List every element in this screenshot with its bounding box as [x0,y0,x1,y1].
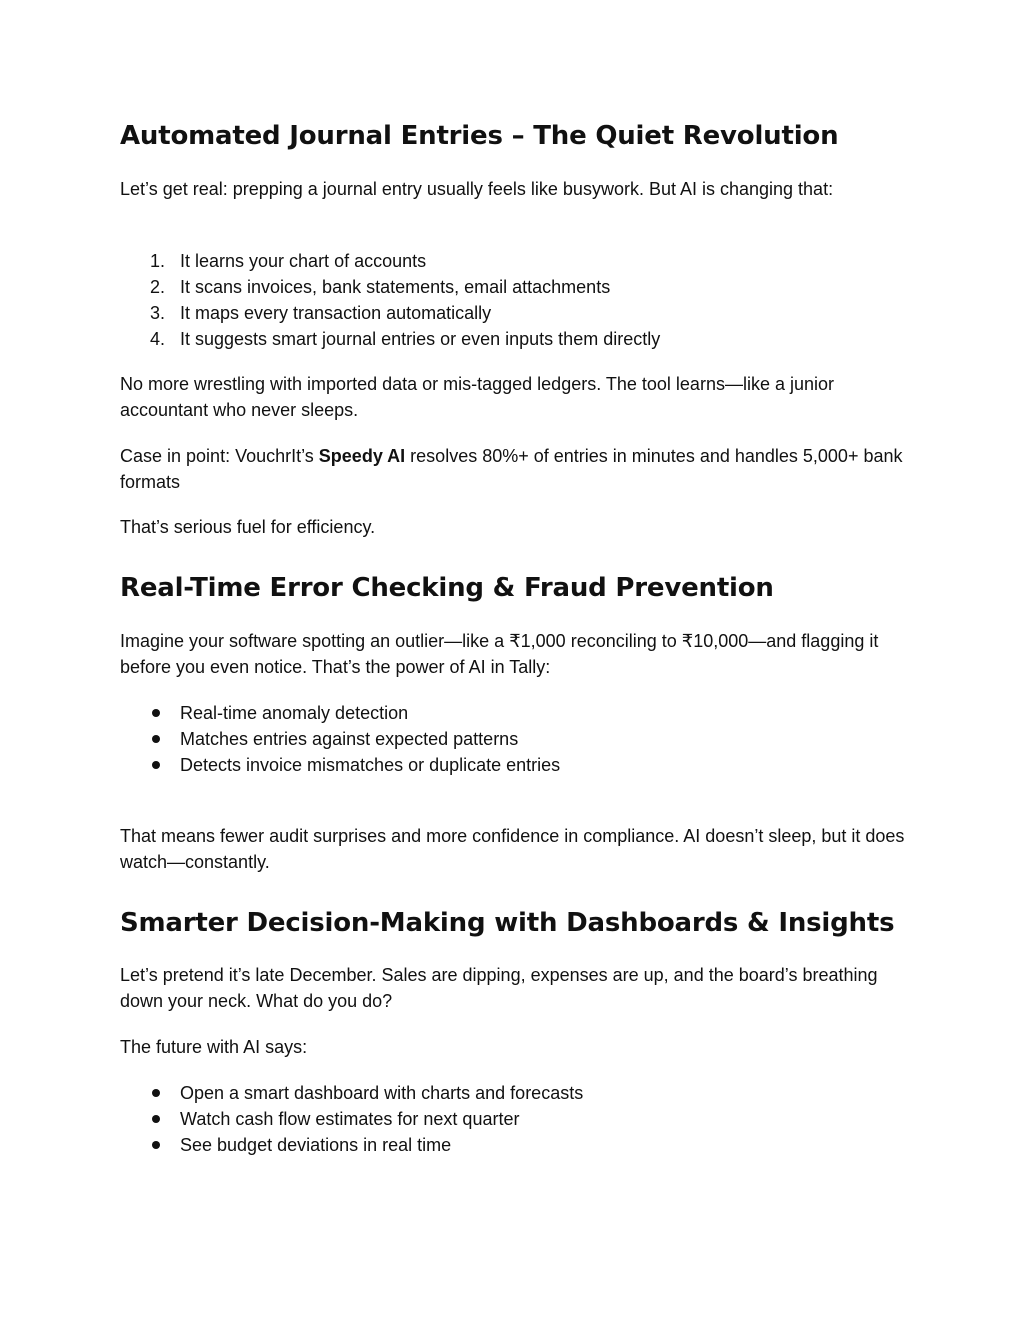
paragraph-no-more-wrestling: No more wrestling with imported data or mis-tagged ledgers. The tool learns—like a junior accountant who never sleeps. [120,374,834,420]
bullet-icon [152,1115,160,1123]
section-heading-journal-entries: Automated Journal Entries – The Quiet Revolution [120,121,839,151]
case-prefix: Case in point: VouchrIt’s [120,446,319,466]
bullet-list-error-features [120,700,910,778]
list-item-text: It suggests smart journal entries or even inputs them directly [180,329,661,349]
list-number: 3. [150,303,166,323]
list-item [120,700,910,726]
case-suffix: resolves 80%+ of entries in minutes and handles 5,000+ bank formats [120,446,903,492]
paragraph-journal-intro: Let’s get real: prepping a journal entry usually feels like busywork. But AI is changing that: [120,179,834,199]
numbered-list-journal-steps [120,248,910,352]
list-item-text: It maps every transaction automatically [180,303,492,323]
bullet-icon [152,1089,160,1097]
paragraph-error-intro: Imagine your software spotting an outlier—like a ₹1,000 reconciling to ₹10,000—and flagging it before you even notice. That’s the power of AI in Tally: [120,631,879,677]
product-name: Speedy AI [318,446,406,466]
list-item-text: See budget deviations in real time [180,1135,452,1155]
bullet-list-dashboard-features [120,1080,910,1158]
paragraph-case-in-point [120,443,910,495]
list-item [120,1132,910,1158]
paragraph-audit-surprises: That means fewer audit surprises and more confidence in compliance. AI doesn’t sleep, but it does watch—constantly. [120,826,905,872]
list-item [120,1080,910,1106]
paragraph-late-december: Let’s pretend it’s late December. Sales are dipping, expenses are up, and the board’s breathing down your neck. What do you do? [120,965,878,1011]
paragraph-efficiency: That’s serious fuel for efficiency. [120,517,376,537]
list-item [120,726,910,752]
list-item [120,248,910,274]
list-item-text: It scans invoices, bank statements, email attachments [180,277,611,297]
bullet-icon [152,1141,160,1149]
list-item-text: Real-time anomaly detection [180,703,409,723]
list-item [120,752,910,778]
list-item-text: It learns your chart of accounts [180,251,427,271]
list-item-text: Detects invoice mismatches or duplicate entries [180,755,561,775]
section-heading-error-checking: Real-Time Error Checking & Fraud Prevention [120,573,774,603]
list-item-text: Matches entries against expected patterns [180,729,519,749]
list-item-text: Watch cash flow estimates for next quarter [180,1109,520,1129]
list-item [120,300,910,326]
list-item [120,274,910,300]
list-item-text: Open a smart dashboard with charts and forecasts [180,1083,584,1103]
list-number: 4. [150,329,166,349]
bullet-icon [152,735,160,743]
bullet-icon [152,761,160,769]
paragraph-future-with-ai: The future with AI says: [120,1037,308,1057]
section-heading-dashboards: Smarter Decision-Making with Dashboards & Insights [120,908,895,938]
bullet-icon [152,709,160,717]
list-number: 1. [150,251,166,271]
list-item [120,326,910,352]
list-number: 2. [150,277,166,297]
list-item [120,1106,910,1132]
